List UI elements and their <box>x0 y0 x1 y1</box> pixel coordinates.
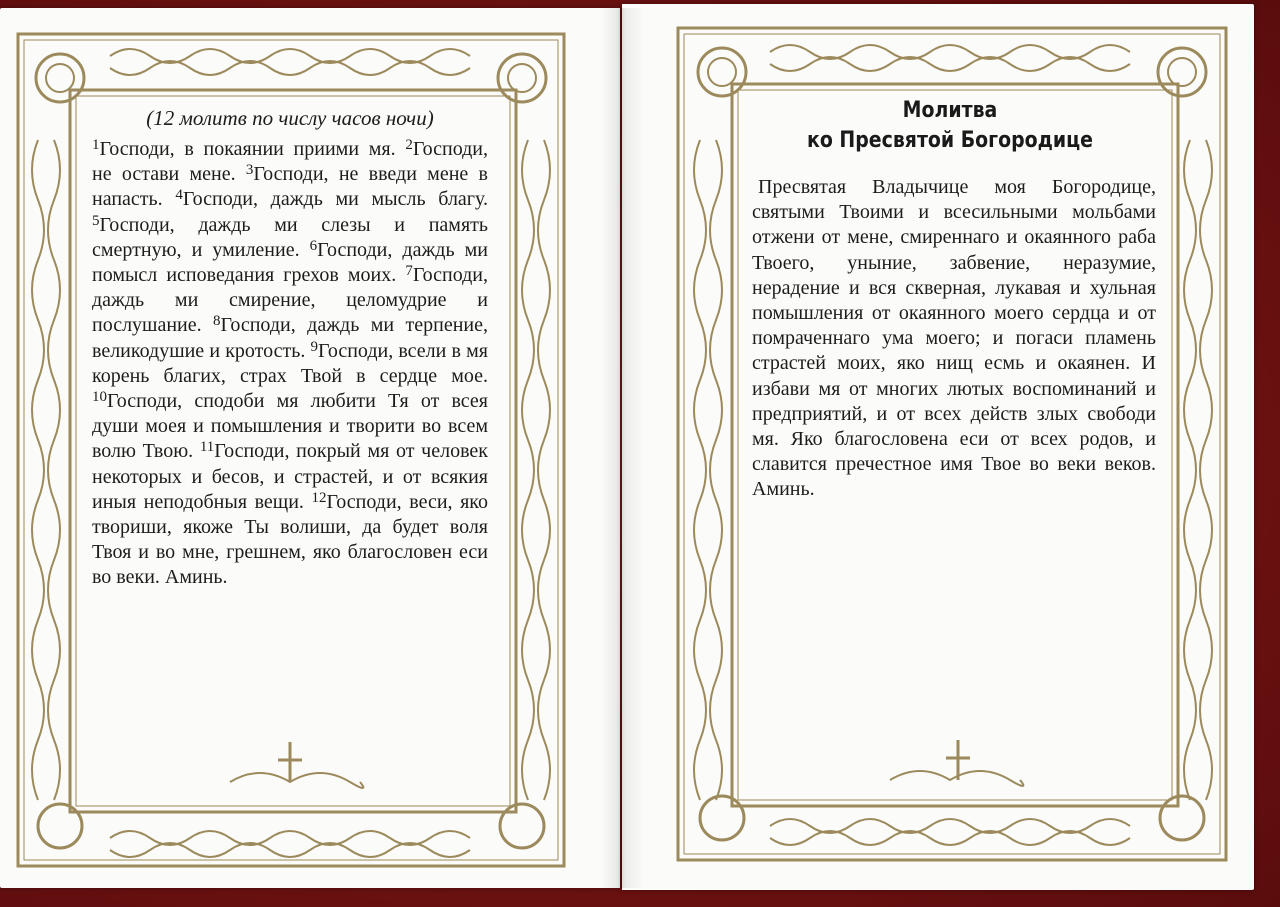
prayer-line: Господи, не остави мене. <box>92 138 488 186</box>
prayer-line: Господи, даждь ми помысл исповедания грехов моих. <box>92 238 488 287</box>
prayer-number: 2 <box>405 137 413 153</box>
prayer-number: 3 <box>245 162 254 179</box>
left-page-subtitle: (12 молитв по числу часов ночи) <box>146 106 434 130</box>
prayer-number: 1 <box>92 137 100 153</box>
prayer-line: Господи, даждь ми терпение, великодушие и кротость. <box>92 314 488 362</box>
prayer-line: Господи, веси, яко твориши, якоже Ты волиши, да будет воля Твоя и во мне, грешнем, яко благословен еси во веки. Аминь. <box>92 490 489 589</box>
prayer-line: Господи, даждь ми слезы и память смертную, и умиление. <box>92 213 488 261</box>
prayer-line: Господи, даждь ми смирение, целомудрие и послушание. <box>92 264 488 337</box>
title-line-1: Молитва <box>902 98 998 123</box>
prayer-number: 12 <box>311 489 327 506</box>
title-line-2: ко Пресвятой Богородице <box>806 128 1094 153</box>
prayer-number: 9 <box>310 338 319 355</box>
prayer-line: Господи, даждь ми мысль благу. <box>182 188 488 211</box>
prayer-number: 11 <box>199 439 215 456</box>
right-page-title <box>726 96 1173 156</box>
prayer-number: 6 <box>309 237 318 254</box>
right-page-prayer-text: Пресвятая Владычице моя Богородице, святыми Твоими и всесильными мольбами отжени от мене, смиреннаго и окаянного раба Твоего, уныние, забвение, неразумие, нерадение и вся скверная, лукавая и хульная помышления от окаянного моего сердца и от помраченнаго ума моего; и погаси пламень страстей моих, яко нищ есмь и окаянен. И избави мя от многих лютых воспоминаний и предприятий, и от всех действ злых свободи мя. Яко благословена еси от всех родов, и славится пречестное имя Твое во веки веков. Аминь. <box>752 176 1156 501</box>
prayer-number: 5 <box>92 212 100 229</box>
prayer-number: 4 <box>175 187 183 204</box>
prayer-line: Господи, в покаянии приими мя. <box>99 138 406 160</box>
left-page-prayer-text <box>92 137 488 591</box>
prayer-number: 10 <box>92 389 107 406</box>
prayer-number: 7 <box>405 263 413 280</box>
prayer-line: Господи, сподоби мя любити Тя от всея души моея и помышления и творити во всем волю Твою. <box>92 390 488 463</box>
prayer-number: 8 <box>213 313 221 330</box>
prayer-line: Господи, всели в мя корень благих, страх Твой в сердце мое. <box>92 339 488 387</box>
prayer-line: Господи, покрый мя от человек некоторых и бесов, и страстей, и от всякия иныя неподобныя вещи. <box>92 440 489 513</box>
prayer-line: Господи, не введи мене в напасть. <box>92 163 489 211</box>
